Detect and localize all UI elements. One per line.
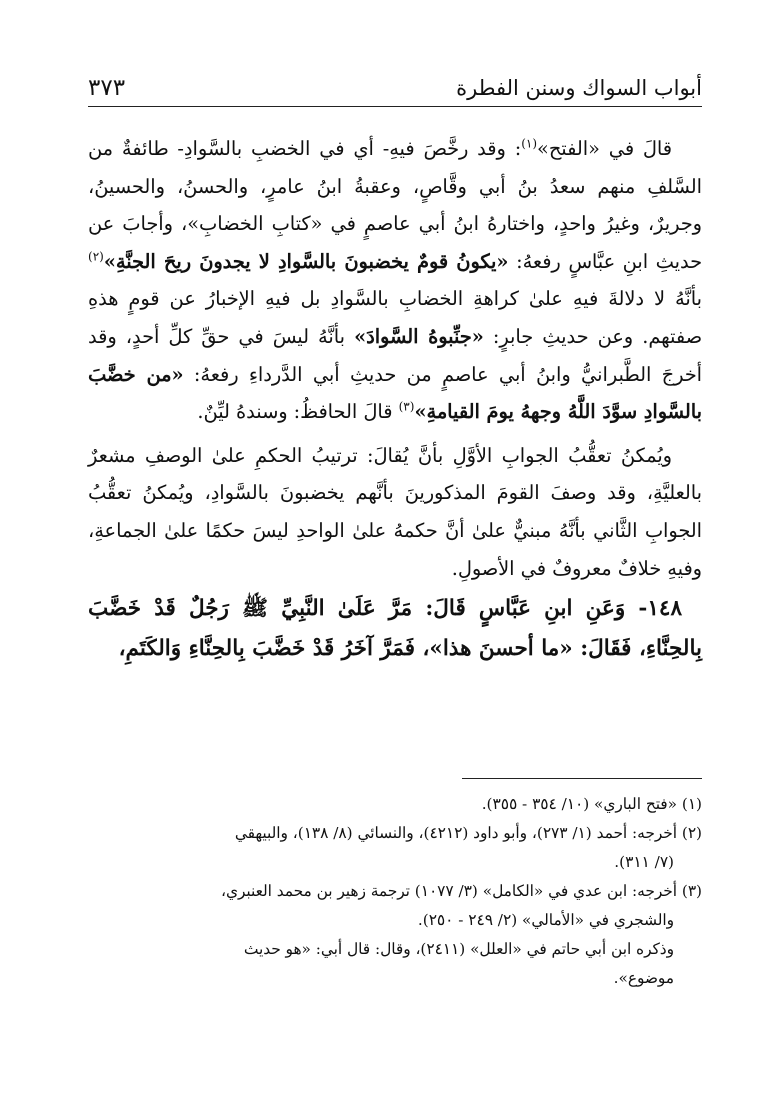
text-run: : وقد رخَّصَ فيهِ- أي في الخضبِ بالسَّوادِ- طائفةٌ من السَّلفِ منهم سعدُ بنُ أبي وقَّاصٍ، وعقبةُ ابنُ عامرٍ، والحسنُ، والحسينُ، وجريرٌ، وغيرُ واحدٍ، واختارهُ ابنُ أبي عاصمٍ في «كتابِ الخضابِ»، وأجابَ عن حديثِ ابنِ عبَّاسٍ رفعهُ: bbox=[88, 137, 703, 273]
running-header bbox=[88, 70, 702, 107]
paragraph-commentary-2: ويُمكنُ تعقُّبُ الجوابِ الأوَّلِ بأنَّ يُقالَ: ترتيبُ الحكمِ علىٰ الوصفِ مشعرٌ بالعليَّةِ، وقد وصفَ القومَ المذكورينَ بأنَّهم يخضبونَ بالسَّوادِ، ويُمكنُ تعقُّبُ الجوابِ الثَّاني بأنَّهُ مبنيٌّ علىٰ أنَّ حكمهُ علىٰ الواحدِ ليسَ حكمًا علىٰ الجماعةِ، وفيهِ خلافٌ معروفٌ في الأصولِ. bbox=[88, 443, 702, 580]
hadith-148: ١٤٨- وَعَنِ ابنِ عَبَّاسٍ قَالَ: مَرَّ عَلَىٰ النَّبِيِّ ﷺ رَجُلٌ قَدْ خَضَّبَ بِالحِنَّاءِ، فَقَالَ: «ما أحسنَ هذا»، فَمَرَّ آخَرُ قَدْ خَضَّبَ بِالحِنَّاءِ وَالكَتَمِ، bbox=[88, 596, 702, 662]
footnote-2-continued: (٧/ ٣١١). bbox=[614, 853, 674, 871]
chapter-title: أبواب السواك وسنن الفطرة bbox=[456, 76, 702, 100]
hadith-quote: «يكونُ قومٌ يخضبونَ بالسَّوادِ لا يجدونَ ريحَ الجنَّةِ» bbox=[103, 249, 509, 273]
footnote-1: (١) «فتح الباري» (١٠/ ٣٥٤ - ٣٥٥). bbox=[481, 795, 702, 813]
hadith-quote: «جنِّبوهُ السَّوادَ» bbox=[354, 324, 484, 348]
footnote-ref-1[interactable]: (١) bbox=[521, 136, 538, 151]
footnote-ref-3[interactable]: (٣) bbox=[398, 399, 415, 414]
footnote-ref-2[interactable]: (٢) bbox=[88, 249, 104, 264]
hadith-quote: «من خضَّبَ بالسَّوادِ سوَّدَ اللَّهُ وجههُ يومَ القيامةِ» bbox=[88, 362, 702, 424]
text-run: قالَ في «الفتح» bbox=[537, 137, 673, 160]
footnote-3-extra: وذكره ابن أبي حاتم في «العلل» (٢٤١١)، وقال: قال أبي: «هو حديث bbox=[243, 940, 674, 958]
footnote-separator bbox=[462, 778, 702, 779]
text-run: قالَ الحافظُ: وسندهُ ليِّنٌ. bbox=[197, 400, 399, 424]
footnote-2: (٢) أخرجه: أحمد (١/ ٢٧٣)، وأبو داود (٤٢١٢)، والنسائي (٨/ ١٣٨)، والبيهقي bbox=[234, 824, 702, 842]
page-number: ٣٧٣ bbox=[88, 75, 126, 101]
footnote-3-extra-continued: موضوع». bbox=[613, 969, 674, 987]
footnote-3: (٣) أخرجه: ابن عدي في «الكامل» (٣/ ١٠٧٧) ترجمة زهير بن محمد العنبري، bbox=[221, 882, 702, 900]
footnote-3-continued: والشجري في «الأمالي» (٢/ ٢٤٩ - ٢٥٠). bbox=[417, 911, 674, 929]
paragraph-commentary-1 bbox=[88, 130, 702, 431]
text-run: بأنَّهُ لا دلالةَ فيهِ علىٰ كراهةِ الخضابِ بالسَّوادِ بل فيهِ الإخبارُ عن قومٍ هذهِ صفتهم. وعن حديثِ جابرٍ: bbox=[88, 287, 702, 348]
footnotes bbox=[88, 790, 702, 993]
text-run: بأنَّهُ ليسَ في حقِّ كلِّ أحدٍ، وقد أخرجَ الطَّبرانيُّ وابنُ أبي عاصمٍ من حديثِ أبي الدَّرداءِ رفعهُ: bbox=[88, 324, 703, 386]
main-text bbox=[88, 130, 702, 669]
